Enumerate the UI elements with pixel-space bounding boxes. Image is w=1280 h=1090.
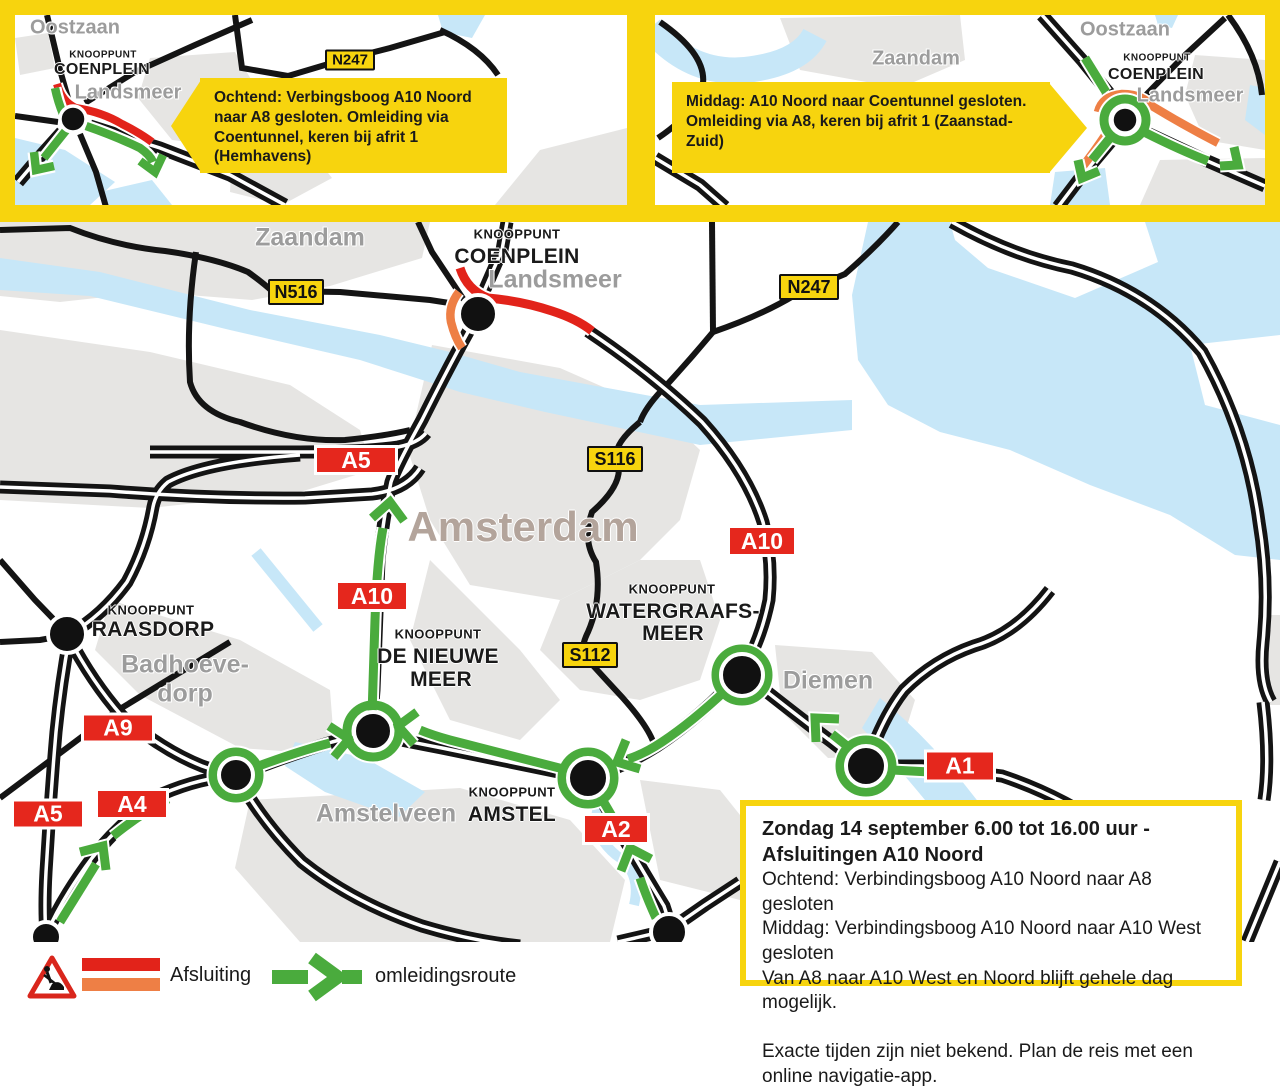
junction-label-amstel: AMSTEL — [467, 803, 557, 826]
junction-label-raasdorp: RAASDORP — [91, 618, 215, 641]
coenplein-junction-dot — [459, 295, 497, 333]
junction-label-de-nieuwe-meer-2: MEER — [410, 668, 472, 691]
road-badge-a2: A2 — [582, 813, 650, 845]
legend-closure-red-bar — [82, 958, 160, 971]
road-badge-a10-east: A10 — [727, 525, 797, 557]
road-badge-s112: S112 — [562, 642, 618, 668]
town-label-zaandam: Zaandam — [872, 47, 960, 70]
town-label-amstelveen: Amstelveen — [315, 799, 457, 828]
legend-label-omleidingsroute: omleidingsroute — [375, 965, 517, 987]
junction-label-watergraafsmeer-2: MEER — [642, 622, 704, 645]
road-badge-n516: N516 — [268, 279, 324, 305]
a2-south-junction-dot — [651, 914, 687, 950]
junction-label-knooppunt: KNOOPPUNT — [1123, 52, 1191, 64]
callout-ochtend-text: Ochtend: Verbingsboog A10 Noord naar A8 gesloten. Omleiding via Coentunnel, keren bij afrit 1 (Hemhavens) — [214, 89, 472, 166]
junction-label-knooppunt-coenplein: KNOOPPUNT — [473, 226, 561, 242]
legend-detour-arrow — [272, 958, 362, 996]
road-badge-a5: A5 — [314, 445, 398, 475]
junction-label-knooppunt-amstel: KNOOPPUNT — [468, 784, 556, 800]
callout-middag — [672, 82, 1050, 173]
junction-label-knooppunt-watergraafsmeer: KNOOPPUNT — [628, 581, 716, 597]
road-badge-a9: A9 — [81, 713, 155, 744]
town-label-diemen: Diemen — [782, 666, 874, 695]
roadwork-warning-icon — [30, 958, 74, 996]
coenplein-junction-dot — [60, 106, 86, 132]
info-box-line1: Ochtend: Verbindingsboog A10 Noord naar A8 gesloten — [762, 869, 1152, 915]
junction-label-coenplein: COENPLEIN — [1107, 66, 1205, 83]
info-box-line3: Van A8 naar A10 West en Noord blijft gehele dag mogelijk. — [762, 967, 1174, 1014]
callout-ochtend — [200, 78, 507, 173]
town-label-oostzaan: Oostzaan — [1079, 18, 1171, 41]
junction-label-watergraafsmeer-1: WATERGRAAFS- — [586, 600, 760, 623]
info-box-title: Zondag 14 september 6.00 tot 16.00 uur - Afsluitingen A10 Noord — [762, 818, 1150, 866]
junction-label-knooppunt-de-nieuwe-meer: KNOOPPUNT — [394, 626, 482, 642]
coenplein-junction-dot — [1112, 107, 1138, 133]
junction-label-knooppunt-raasdorp: KNOOPPUNT — [107, 602, 195, 618]
road-badge-a10-west: A10 — [335, 580, 409, 612]
road-badge-a4: A4 — [95, 788, 169, 820]
town-label-landsmeer: Landsmeer — [1136, 84, 1244, 107]
callout-right-arrow — [1049, 83, 1087, 173]
town-label-landsmeer: Landsmeer — [74, 81, 182, 104]
southwest-junction-dot — [31, 922, 61, 952]
callout-middag-text: Middag: A10 Noord naar Coentunnel gesloten. Omleiding via A8, keren bij afrit 1 (Zaanstad-Zuid) — [686, 93, 1027, 150]
legend-label-afsluiting: Afsluiting — [170, 964, 252, 986]
de-nieuwe-meer-junction-dot — [354, 712, 392, 750]
junction-label-de-nieuwe-meer-1: DE NIEUWE — [377, 645, 499, 668]
town-label-badhoevedorp-1: Badhoeve- — [121, 650, 249, 679]
info-box — [740, 800, 1242, 1087]
info-box-note: Exacte tijden zijn niet bekend. Plan de reis met een online navigatie-app. — [762, 1041, 1193, 1087]
amstel-junction-dot — [568, 758, 608, 798]
legend-closure-orange-bar — [82, 978, 160, 991]
road-badge-a5-left: A5 — [11, 799, 85, 830]
road-badge-n247: N247 — [779, 274, 839, 300]
junction-label-coenplein: COENPLEIN — [53, 61, 151, 78]
junction-label-coenplein: COENPLEIN — [454, 245, 580, 268]
callout-left-arrow — [171, 80, 201, 172]
road-badge-a1: A1 — [924, 750, 996, 783]
road-badge-s116: S116 — [587, 446, 643, 472]
town-label-badhoevedorp-2: dorp — [157, 679, 213, 708]
badhoevedorp-junction-dot — [219, 758, 253, 792]
info-box-spacer — [762, 1016, 1220, 1040]
city-label-amsterdam: Amsterdam — [407, 503, 639, 550]
watergraafsmeer-junction-dot — [721, 654, 763, 696]
road-badge-n247: N247 — [325, 50, 375, 71]
town-label-zaandam: Zaandam — [255, 223, 365, 252]
town-label-oostzaan: Oostzaan — [29, 16, 121, 39]
town-label-landsmeer: Landsmeer — [488, 265, 622, 294]
diemen-junction-dot — [846, 746, 886, 786]
info-box-line2: Middag: Verbindingsboog A10 Noord naar A10 West gesloten — [762, 918, 1202, 965]
junction-label-knooppunt: KNOOPPUNT — [69, 49, 137, 61]
raasdorp-junction-dot — [48, 615, 86, 653]
